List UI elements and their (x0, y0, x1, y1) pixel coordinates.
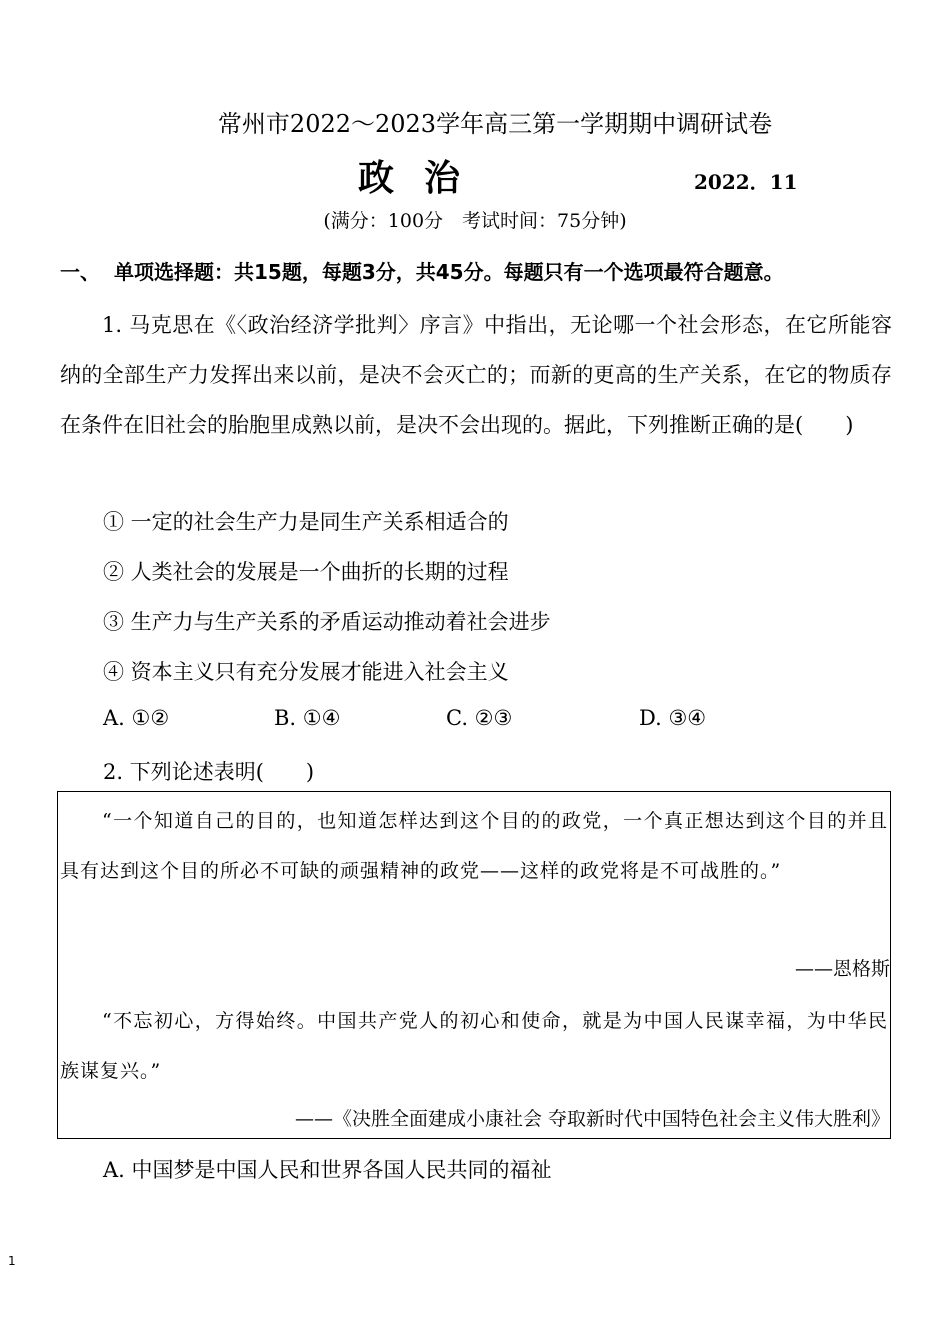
exam-date: 2022．11 (694, 170, 798, 194)
exam-meta: (满分：100分 考试时间：75分钟) (323, 210, 627, 232)
question-1-stem (60, 300, 892, 450)
page-number: 1 (8, 1254, 16, 1268)
exam-title: 常州市2022～2023学年高三第一学期期中调研试卷 (217, 110, 773, 138)
section-text: 单项选择题：共15题，每题3分，共45分。每题只有一个选项最符合题意。 (114, 260, 784, 284)
quote-report-text: “不忘初心，方得始终。中国共产党人的初心和使命，就是为中国人民谋幸福，为中华民族谋复兴。” (60, 1010, 888, 1082)
quote-box (57, 791, 891, 1139)
quote-report-source: ——《决胜全面建成小康社会 夺取新时代中国特色社会主义伟大胜利》 (294, 1108, 890, 1130)
section-heading (60, 256, 784, 285)
quote-engels-source: ——恩格斯 (794, 958, 890, 980)
quote-engels-text: “一个知道自己的目的，也知道怎样达到这个目的的政党，一个真正想达到这个目的并且具有达到这个目的所必不可缺的顽强精神的政党——这样的政党将是不可战胜的。” (60, 810, 888, 882)
statement-3: ③ 生产力与生产关系的矛盾运动推动着社会进步 (103, 610, 551, 634)
quote-report (60, 996, 888, 1096)
question-1-text: 1. 马克思在《〈政治经济学批判〉序言》中指出，无论哪一个社会形态，在它所能容纳的全部生产力发挥出来以前，是决不会灭亡的；而新的更高的生产关系，在它的物质存在条件在旧社会的胎胞里成熟以前，是决不会出现的。据此，下列推断正确的是( ) (60, 313, 892, 437)
choice-a: A. ①② (103, 706, 170, 730)
statement-4: ④ 资本主义只有充分发展才能进入社会主义 (103, 660, 509, 684)
section-number: 一、 (60, 260, 100, 284)
q2-option-a: A. 中国梦是中国人民和世界各国人民共同的福祉 (103, 1158, 552, 1182)
subject-heading: 政治 (358, 157, 491, 199)
quote-engels (60, 796, 888, 896)
choice-c: C. ②③ (446, 706, 513, 730)
question-2-stem: 2. 下列论述表明( ) (103, 760, 315, 784)
choice-d: D. ③④ (639, 706, 707, 730)
statement-1: ① 一定的社会生产力是同生产关系相适合的 (103, 510, 509, 534)
statement-2: ② 人类社会的发展是一个曲折的长期的过程 (103, 560, 509, 584)
choice-b: B. ①④ (274, 706, 341, 730)
